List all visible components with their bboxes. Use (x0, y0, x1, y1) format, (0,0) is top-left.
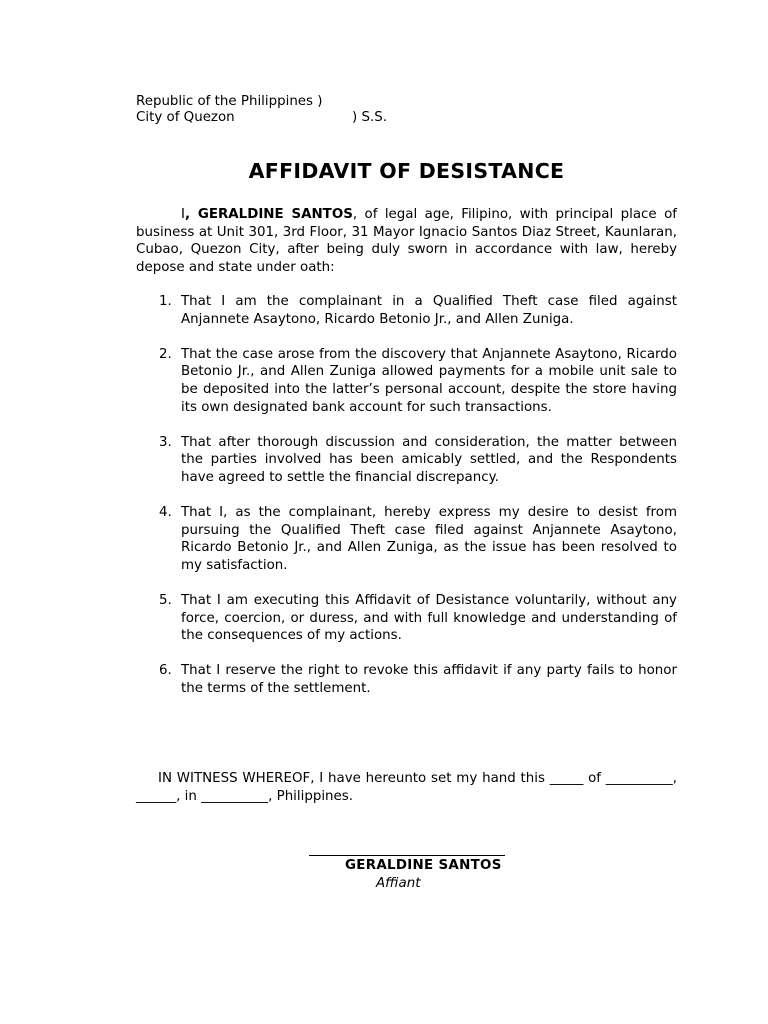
affiant-name-inline: , GERALDINE SANTOS (184, 207, 353, 222)
venue-line-city (136, 110, 536, 126)
venue-ss-text: ) S.S. (352, 109, 387, 125)
list-item (136, 662, 677, 697)
item-text: That I reserve the right to revoke this affidavit if any party fails to honor the terms of the settlement. (181, 663, 677, 697)
list-item (136, 592, 677, 645)
signatory-name: GERALDINE SANTOS (345, 858, 502, 873)
item-text: That I, as the complainant, hereby express my desire to desist from pursuing the Qualified Theft case filed against Anjannete Asaytono, Ricardo Betonio Jr., and Allen Zuniga, as the issue has been resolved to my satisfaction. (181, 505, 677, 573)
item-number: 2. (159, 346, 172, 362)
list-item (136, 293, 677, 328)
venue-line-republic (136, 94, 536, 110)
item-text: That after thorough discussion and consideration, the matter between the parties involved has been amicably settled, and the Respondents have agreed to settle the financial discrepancy. (181, 434, 677, 485)
item-text: That I am the complainant in a Qualified Theft case filed against Anjannete Asaytono, Ricardo Betonio Jr., and Allen Zuniga. (181, 294, 677, 327)
item-number: 3. (159, 434, 172, 450)
item-text: That the case arose from the discovery that Anjannete Asaytono, Ricardo Betonio Jr., and Allen Zuniga allowed payments for a mobile unit sale to be deposited into the latter’s personal account, despite the store having its own designated bank account for such transactions. (181, 346, 677, 415)
signatory-role: Affiant (376, 876, 421, 891)
intro-rest: , of legal age, Filipino, with principal place of business at Unit 301, 3rd Floor, 31 Mayor Ignacio Santos Diaz Street, Kaunlaran, Cubao, Quezon City, after being duly sworn in accordance with law, hereby depose and state under oath: (136, 207, 677, 275)
document-title: AFFIDAVIT OF DESISTANCE (248, 159, 565, 183)
venue-block (136, 94, 536, 125)
venue-city-text: City of Quezon (136, 109, 235, 125)
item-number: 1. (159, 294, 172, 309)
item-number: 4. (159, 505, 172, 521)
venue-republic-text: Republic of the Philippines ) (136, 94, 323, 109)
statement-list (136, 293, 677, 715)
signature-line (309, 855, 505, 856)
item-text: That I am executing this Affidavit of Desistance voluntarily, without any force, coercion, or duress, and with full knowledge and understanding of the consequences of my actions. (181, 593, 677, 644)
item-number: 6. (159, 663, 172, 679)
intro-paragraph (136, 206, 677, 276)
witness-paragraph: IN WITNESS WHEREOF, I have hereunto set my hand this _____ of __________, ______, in __________, Philippines. (136, 771, 677, 804)
item-number: 5. (159, 593, 172, 609)
list-item (136, 504, 677, 574)
list-item (136, 346, 677, 416)
intro-prefix: I (181, 207, 185, 222)
list-item (136, 434, 677, 487)
